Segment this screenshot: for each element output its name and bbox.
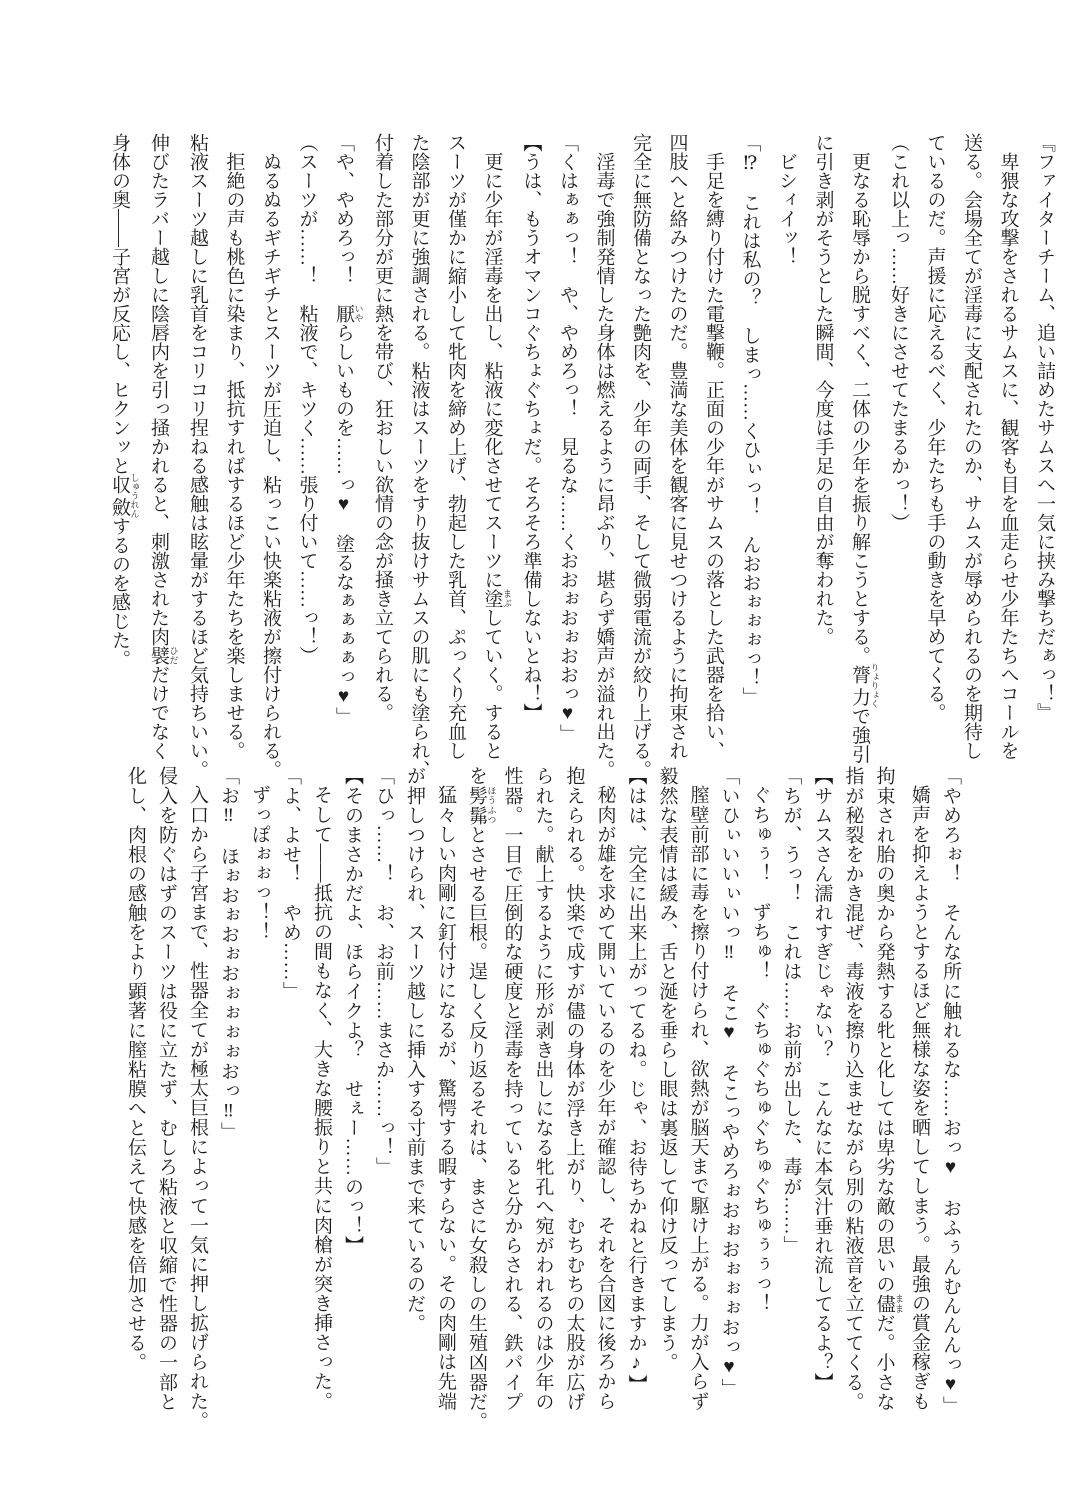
text-line: 【サムスさん濡れすぎじゃない？ こんなに本気汁垂れ流してるよ？】 <box>811 766 833 1392</box>
text-line: 侵入を防ぐはずのスーツは役に立たず、むしろ粘液と収縮で性器の一部と <box>156 766 177 1412</box>
text-line: 『ファイターチーム、追い詰めたサムスへ一気に挟み撃ちだぁっ！』 <box>1034 133 1055 722</box>
text-line: 【はは、完全に出来上がってるね。じゃ、お待ちかねと行きますか♪】 <box>625 766 647 1394</box>
text-line: スーツが僅かに縮小して牝肉を締め上げ、勃起した乳首、ぷっくり充血し <box>445 133 466 760</box>
text-line: 「や、やめろっ！ 厭 いやらしいものを……っ♥ 塗るなぁぁぁぁっ♥」 <box>333 133 364 726</box>
text-line: 毅然な表情は緩み、舌と涎を垂らし眼は裏返して仰け反ってしまう。 <box>656 766 678 1373</box>
text-line: 身体の奥――子宮が反応し、ヒクンッと収斂 しゅうれんするのを感じた。 <box>109 133 140 669</box>
text-line: ビシィイッ！ <box>776 152 797 266</box>
text-line: ぬるぬるギチギチとスーツが圧迫し、粘っこい快楽粘液が擦付けられる。 <box>260 152 281 779</box>
text-line: に引き剥がそうとした瞬間、今度は手足の自由が奪われた。 <box>812 133 834 646</box>
text-line: 入口から子宮まで、性器全てが極太巨根によって一気に押し拡げられた。 <box>187 785 208 1431</box>
furigana-ruby: 儘 まま <box>873 1293 904 1314</box>
text-line: 「ちが、うっ！ これは……お前が出した、毒が……」 <box>780 766 802 1255</box>
text-line: 淫毒で強制発情した身体は燃えるように昂ぶり、堪らず嬌声が溢れ出た。 <box>593 152 615 779</box>
text-line: 「いひぃいいぃいっ‼ そこ♥ そこっやめろぉおぉおぉぉぉおっ♥」 <box>718 766 740 1398</box>
text-line: ているのだ。声援に応えるべく、少年たちも手の動きを早めてくる。 <box>924 133 946 722</box>
text-line: られた。献上するように形が剥き出しになる牝孔へ宛がわれるのは少年の <box>532 766 554 1412</box>
text-line: 化し、肉根の感触をより顕著に膣粘膜へと伝えて快感を倍加させる。 <box>125 766 146 1373</box>
text-line: 付着した部分が更に熱を帯び、狂おしい欲情の念が掻き立てられる。 <box>372 133 393 722</box>
text-line: 【そのまさかだよ、ほらイクよ？ せぇー……のっ！】 <box>342 766 363 1255</box>
text-line: を髣髴 ほうふつとさせる巨根。逞しく反り返るそれは、まさに女殺しの生殖凶器だ。 <box>466 766 497 1431</box>
furigana-ruby: 襞 ひだ <box>148 646 179 665</box>
furigana-ruby: 膂力 りょりょく <box>849 663 880 709</box>
text-line: ずっぽぉぉっ！！ <box>249 785 270 942</box>
furigana-ruby: 収斂 しゅうれん <box>109 473 140 519</box>
text-line: （スーツが……！ 粘液で、キツく……張り付いて……っ！） <box>296 133 318 665</box>
text-line: 膣壁前部に毒を擦り付けられ、欲熱が脳天まで駆け上がる。力が入らず <box>687 785 709 1411</box>
text-line: 送る。会場全てが淫毒に支配されたのか、サムスが辱められるのを期待し <box>961 133 982 760</box>
text-line: そして――抵抗の間もなく、大きな腰振りと共に肉槍が突き挿さった。 <box>311 785 332 1411</box>
novel-text-block-lower <box>120 766 966 1434</box>
text-line: 粘液スーツ越しに乳首をコリコリ捏ねる感触は眩暈がするほど気持ちいい。 <box>187 133 208 779</box>
text-line: が押しつけられ、スーツ越しに挿入する寸前まで来ているのだ。 <box>404 766 425 1333</box>
furigana-ruby: 髣髴 ほうふつ <box>466 785 497 825</box>
text-line: 嬌声を抑えようとするほど無様な姿を晒してしまう。最強の賞金稼ぎも <box>909 785 930 1411</box>
text-line: 指が秘裂をかき混ぜ、毒液を擦り込ませながら別の粘液音を立ててくる。 <box>842 766 864 1412</box>
text-line: 性器。一目で圧倒的な硬度と淫毒を持っていると分からされる、鉄パイプ <box>501 766 523 1412</box>
text-line: 卑猥な攻撃をされるサムスに、観客も目を血走らせ少年たちへコールを <box>997 152 1019 760</box>
text-line: 【うは、もうオマンコぐちょぐちょだ。そろそろ準備しないとね！】 <box>520 133 542 722</box>
text-line: 更に少年が淫毒を出し、粘液に変化させてスーツに塗 まぶしていく。すると <box>481 152 512 760</box>
text-line: （これ以上っ……好きにさせてたまるかっ！） <box>888 133 909 532</box>
text-line: 拒絶の声も桃色に染まり、抵抗すればするほど少年たちを楽しませる。 <box>223 152 245 760</box>
text-line: 完全に無防備となった艶肉を、少年の両手、そして微弱電流が絞り上げる。 <box>630 133 651 779</box>
text-line: 猛々しい肉剛に釘付けになるが、驚愕する暇すらない。その肉剛は先端 <box>435 785 456 1411</box>
text-line: 拘束され胎の奥から発熱する牝と化しては卑劣な敵の思いの儘 ままだ。小さな <box>873 766 904 1412</box>
text-line: 「ひっ……！ お、お前……まさか……っ！」 <box>373 766 394 1177</box>
text-line: 「お‼ ほぉおぉおぉおぉぉぉぉおっ‼」 <box>218 766 239 1142</box>
text-line: ぐちゅぅ！ ずちゅ！ ぐちゅぐちゅぐちゅぐちゅぅぅっ！ <box>749 785 771 1313</box>
furigana-ruby: 塗 まぶ <box>481 589 512 608</box>
text-line: た陰部が更に強調される。粘液はスーツをすり抜けサムスの肌にも塗られ、 <box>408 133 430 779</box>
text-line: 秘肉が雄を求めて開いているのを少年が確認し、それを合図に後ろから <box>594 785 616 1411</box>
text-line: 「やめろぉ！ そんな所に触れるな……おっ♥ おふぅんむんんんっ♥」 <box>940 766 961 1416</box>
text-line: 手足を縛り付けた電撃鞭。正面の少年がサムスの落とした武器を拾い、 <box>703 152 724 760</box>
text-line: 更なる恥辱から脱すべく、二体の少年を振り解こうとする。膂力 りょりょくで強引 <box>849 152 880 764</box>
furigana-ruby: 厭 いや <box>333 304 364 323</box>
text-line: 伸びたラバー越しに陰唇内を引っ掻かれると、刺激された肉襞 ひだだけでなく <box>148 133 179 760</box>
text-line: 「くはぁぁっ！ や、やめろっ！ 見るな……くおおぉおぉおおっ♥」 <box>557 133 578 743</box>
text-line: 抱えられる。快楽で成すが儘の身体が浮き上がり、むちむちの太股が広げ <box>563 766 585 1412</box>
text-line: 「⁉ これは私の？ しまっ……くひぃっ！ んおおぉぉぉっ！」 <box>739 133 761 706</box>
text-line: 「よ、よせ！ やめ……」 <box>280 766 301 1001</box>
novel-text-block-upper <box>101 133 1063 779</box>
text-line: 四肢へと絡みつけたのだ。豊満な美体を観客に見せつけるように拘束され <box>666 133 688 760</box>
